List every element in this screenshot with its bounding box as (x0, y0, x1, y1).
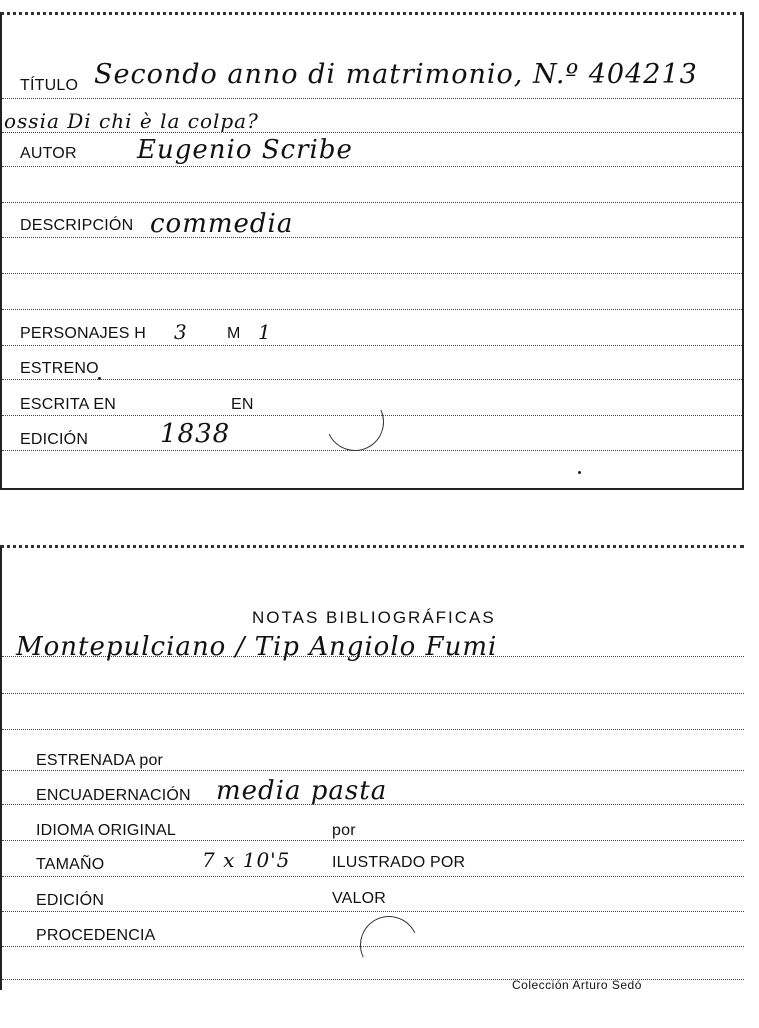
titulo-value-line2: ossia Di chi è la colpa? (4, 109, 259, 133)
rule (2, 98, 742, 99)
notas-heading: NOTAS BIBLIOGRÁFICAS (252, 608, 496, 627)
tamano-label: TAMAÑO (36, 856, 105, 873)
encuadernacion-value: media pasta (216, 776, 388, 806)
rule (2, 729, 744, 730)
por-label: por (332, 822, 356, 839)
escrita-en-label: ESCRITA EN (20, 396, 116, 413)
rule (2, 693, 744, 694)
encuadernacion-label: ENCUADERNACIÓN (36, 787, 191, 804)
titulo-label: TÍTULO (20, 77, 79, 94)
procedencia-label: PROCEDENCIA (36, 927, 156, 944)
rule (2, 345, 742, 346)
rule (2, 770, 744, 771)
en-label: EN (231, 396, 254, 413)
valor-label: VALOR (332, 890, 387, 907)
rule (2, 379, 742, 380)
notas-value: Montepulciano / Tip Angiolo Fumi (16, 632, 498, 662)
collection-credit: Colección Arturo Sedó (512, 978, 642, 992)
rule (2, 840, 744, 841)
personajes-m-value: 1 (258, 320, 272, 344)
descripcion-value: commedia (150, 209, 294, 239)
rule (2, 202, 742, 203)
estrenada-label: ESTRENADA por (36, 752, 164, 769)
autor-label: AUTOR (20, 145, 77, 162)
rule (2, 237, 742, 238)
edicion-label-bottom: EDICIÓN (36, 892, 105, 909)
edicion-label: EDICIÓN (20, 431, 89, 448)
estreno-label: ESTRENO (20, 360, 99, 377)
rule (2, 309, 742, 310)
tamano-value: 7 x 10'5 (202, 848, 291, 872)
stamp-mark (318, 385, 392, 459)
speck (98, 377, 101, 380)
edicion-value: 1838 (160, 419, 231, 449)
descripcion-label: DESCRIPCIÓN (20, 217, 134, 234)
personajes-h-value: 3 (174, 320, 188, 344)
rule (2, 166, 742, 167)
idioma-label: IDIOMA ORIGINAL (36, 822, 176, 839)
catalog-card-bottom (0, 545, 744, 990)
speck (578, 471, 581, 474)
rule (2, 876, 744, 877)
rule (2, 273, 742, 274)
rule (2, 450, 742, 451)
personajes-m-label: M (227, 325, 241, 342)
stamp-mark (352, 908, 426, 982)
autor-value: Eugenio Scribe (137, 135, 353, 165)
catalog-card-top (0, 12, 744, 490)
titulo-value-line1: Secondo anno di matrimonio, N.º 404213 (94, 59, 698, 90)
rule (2, 911, 744, 912)
ilustrado-label: ILUSTRADO POR (332, 854, 466, 871)
personajes-label: PERSONAJES H (20, 325, 146, 342)
